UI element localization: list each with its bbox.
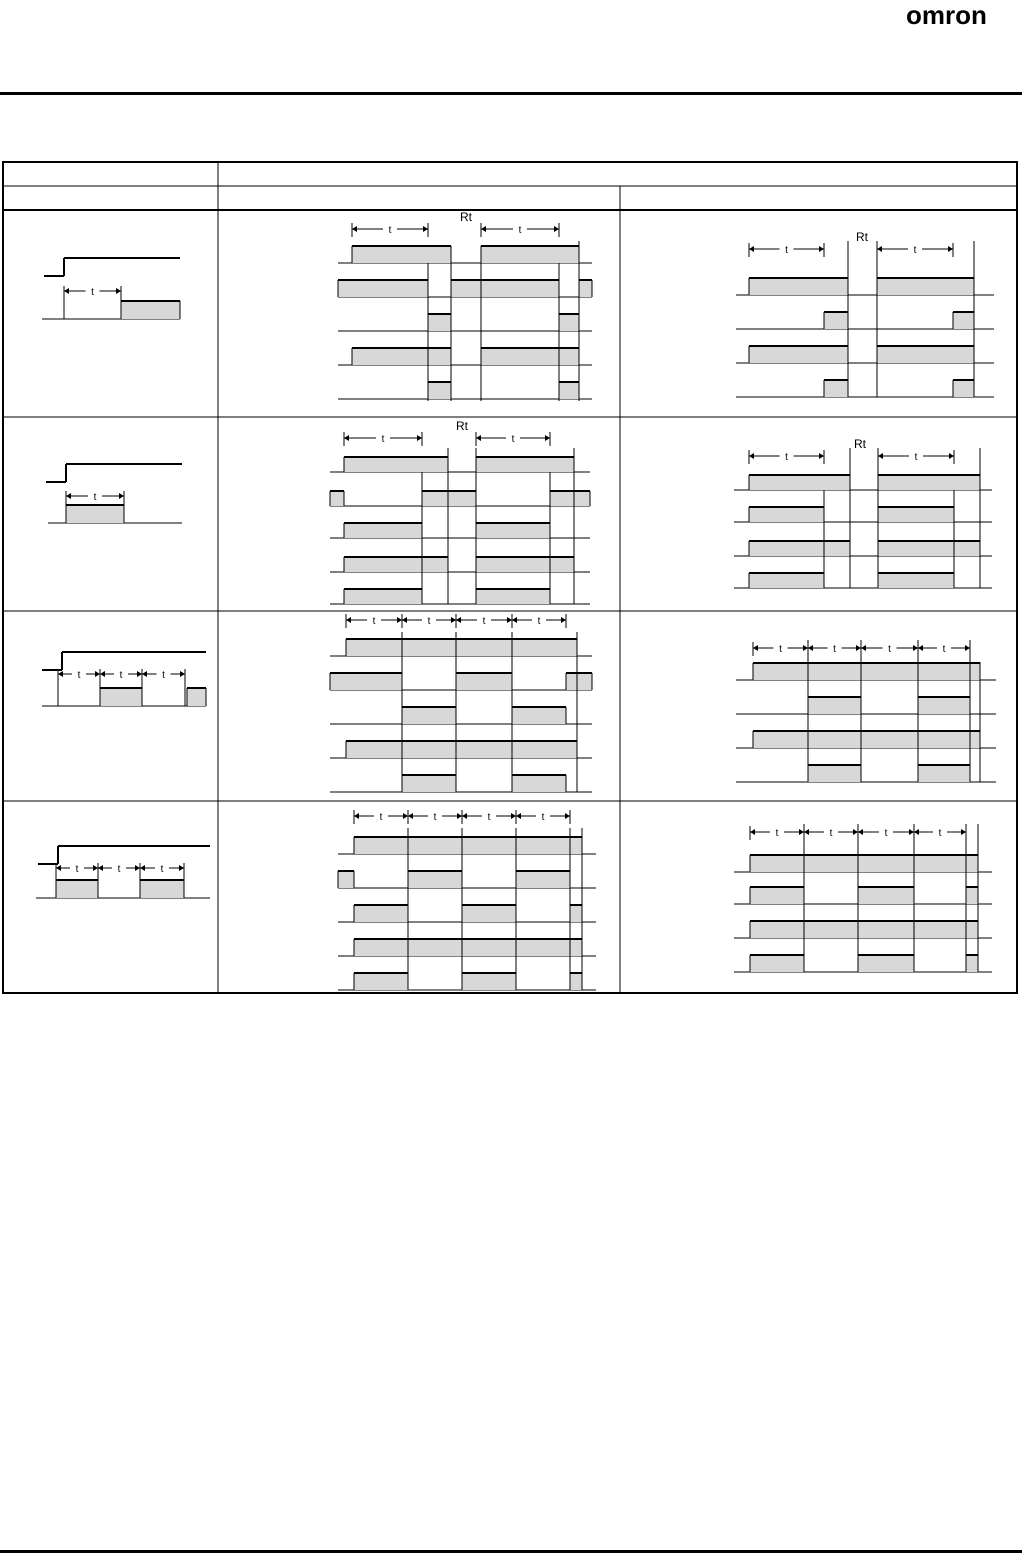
arrow-head [93, 865, 98, 871]
output-on-bar [953, 380, 974, 397]
arrow-head [64, 288, 69, 294]
arrow-head [545, 435, 550, 441]
time-label: t [779, 644, 782, 655]
output-on-bar [570, 973, 582, 990]
arrow-head [961, 829, 966, 835]
output-on-bar [966, 955, 978, 972]
arrow-head [565, 813, 570, 819]
output-on-bar [750, 921, 978, 938]
arrow-head [948, 246, 953, 252]
output-on-bar [749, 507, 824, 522]
time-label: t [117, 864, 121, 875]
time-label: Rt [856, 230, 868, 244]
timing-cell-2b [622, 418, 1018, 610]
output-on-bar [481, 246, 579, 263]
mode-diagram-3 [2, 612, 218, 800]
arrow-head [451, 617, 456, 623]
output-on-bar [512, 707, 566, 724]
output-on-bar [451, 280, 559, 297]
time-label: t [518, 225, 522, 236]
mode-cell-1 [2, 211, 218, 416]
output-on-bar [354, 939, 582, 956]
arrow-head [909, 829, 914, 835]
output-on-bar [346, 639, 577, 656]
arrow-head [918, 645, 923, 651]
arrow-head [137, 671, 142, 677]
arrow-head [417, 435, 422, 441]
timing-diagram-3a [220, 612, 620, 800]
arrow-head [856, 645, 861, 651]
output-on-bar [476, 523, 550, 538]
output-on-bar [346, 741, 577, 758]
arrow-head [561, 617, 566, 623]
omron-logo-icon [906, 2, 1016, 28]
timing-cell-4a [220, 802, 620, 992]
arrow-head [512, 617, 517, 623]
output-on-bar [559, 382, 579, 399]
arrow-head [402, 617, 407, 623]
arrow-head [861, 645, 866, 651]
output-on-bar [476, 557, 574, 572]
output-on-bar [749, 541, 850, 556]
arrow-head [142, 671, 147, 677]
output-on-bar [966, 887, 978, 904]
arrow-head [346, 617, 351, 623]
time-label: t [775, 828, 779, 839]
output-on-bar [352, 246, 451, 263]
arrow-head [456, 617, 461, 623]
time-label: t [379, 812, 383, 823]
output-on-bar [808, 765, 861, 782]
time-label: t [914, 452, 918, 463]
omron-logo-text: omron [906, 2, 987, 28]
output-on-bar [187, 688, 206, 706]
arrow-head [753, 645, 758, 651]
output-on-bar [408, 871, 462, 888]
time-label: t [433, 812, 437, 823]
output-on-bar [753, 731, 980, 748]
output-on-bar [753, 663, 980, 680]
output-on-bar [750, 955, 804, 972]
mode-cell-4 [2, 802, 218, 992]
output-on-bar [456, 673, 512, 690]
timing-cell-1b [622, 211, 1018, 416]
arrow-head [858, 829, 863, 835]
time-label: t [77, 670, 81, 681]
time-label: t [482, 616, 486, 627]
arrow-head [949, 453, 954, 459]
time-label: t [942, 644, 946, 655]
mode-diagram-2 [2, 418, 218, 610]
output-on-bar [877, 278, 974, 295]
time-label: t [938, 828, 942, 839]
output-on-bar [402, 707, 456, 724]
arrow-head [352, 226, 357, 232]
output-on-bar [953, 312, 974, 329]
time-label: t [93, 492, 97, 503]
timing-diagram-4b [622, 802, 1018, 992]
output-on-bar [428, 382, 451, 399]
output-on-bar [338, 871, 354, 888]
time-label: t [91, 287, 94, 298]
output-on-bar [550, 491, 590, 506]
time-label: t [884, 828, 888, 839]
output-on-bar [750, 855, 978, 872]
arrow-head [180, 671, 185, 677]
output-on-bar [749, 346, 848, 363]
timing-cell-1a [220, 211, 620, 416]
output-on-bar [877, 346, 974, 363]
header-rule [0, 92, 1022, 95]
arrow-head [965, 645, 970, 651]
arrow-head [476, 435, 481, 441]
output-on-bar [476, 589, 550, 604]
time-label: t [833, 644, 836, 655]
arrow-head [913, 645, 918, 651]
timing-table [2, 161, 1018, 994]
arrow-head [803, 645, 808, 651]
arrow-head [853, 829, 858, 835]
time-label: t [75, 864, 79, 875]
output-on-bar [344, 589, 422, 604]
output-on-bar [878, 541, 980, 556]
arrow-head [344, 435, 349, 441]
timing-diagram-3b [622, 612, 1018, 800]
timing-cell-3b [622, 612, 1018, 800]
mode-cell-2 [2, 418, 218, 610]
arrow-head [819, 246, 824, 252]
arrow-head [808, 645, 813, 651]
output-on-bar [808, 697, 861, 714]
mode-diagram-4 [2, 802, 218, 992]
arrow-head [116, 288, 121, 294]
output-on-bar [579, 280, 592, 297]
output-on-bar [878, 475, 980, 490]
output-on-bar [462, 973, 516, 990]
arrow-head [462, 813, 467, 819]
arrow-head [750, 829, 755, 835]
time-label: t [162, 670, 165, 681]
arrow-head [56, 865, 61, 871]
output-on-bar [344, 523, 422, 538]
arrow-head [135, 865, 140, 871]
arrow-head [423, 226, 428, 232]
arrow-head [457, 813, 462, 819]
mode-diagram-1 [2, 211, 218, 416]
arrow-head [179, 865, 184, 871]
time-label: t [388, 225, 392, 236]
time-label: t [785, 245, 788, 256]
arrow-head [507, 617, 512, 623]
output-on-bar [918, 765, 970, 782]
timing-cell-3a [220, 612, 620, 800]
arrow-head [408, 813, 413, 819]
arrow-head [554, 226, 559, 232]
output-on-bar [344, 457, 448, 472]
time-label: t [381, 434, 385, 445]
time-label: t [888, 644, 891, 655]
arrow-head [58, 671, 63, 677]
arrow-head [119, 493, 124, 499]
output-on-bar [428, 314, 451, 331]
arrow-head [749, 246, 754, 252]
output-on-bar [918, 697, 970, 714]
time-label: t [785, 452, 788, 463]
output-on-bar [858, 955, 914, 972]
arrow-head [403, 813, 408, 819]
output-on-bar [402, 775, 456, 792]
output-on-bar [512, 775, 566, 792]
output-on-bar [330, 673, 402, 690]
arrow-head [100, 671, 105, 677]
time-label: t [829, 828, 833, 839]
arrow-head [98, 865, 103, 871]
arrow-head [95, 671, 100, 677]
time-label: t [537, 616, 541, 627]
output-on-bar [330, 491, 344, 506]
output-on-bar [354, 837, 582, 854]
output-on-bar [422, 491, 476, 506]
arrow-head [819, 453, 824, 459]
arrow-head [511, 813, 516, 819]
time-label: t [913, 245, 917, 256]
output-on-bar [354, 905, 408, 922]
time-label: t [427, 616, 431, 627]
arrow-head [749, 453, 754, 459]
time-label: Rt [456, 419, 468, 433]
timing-diagram-2a [220, 418, 620, 610]
footer-rule [0, 1550, 1022, 1553]
timing-diagram-4a [220, 802, 620, 992]
output-on-bar [56, 880, 98, 898]
time-label: t [487, 812, 491, 823]
arrow-head [914, 829, 919, 835]
output-on-bar [476, 457, 574, 472]
arrow-head [516, 813, 521, 819]
output-on-bar [100, 688, 142, 706]
output-on-bar [824, 312, 848, 329]
time-label: t [119, 670, 123, 681]
output-on-bar [516, 871, 570, 888]
output-on-bar [749, 573, 824, 588]
output-on-bar [858, 887, 914, 904]
output-on-bar [824, 380, 848, 397]
output-on-bar [344, 557, 448, 572]
arrow-head [397, 617, 402, 623]
output-on-bar [121, 301, 180, 319]
output-on-bar [462, 905, 516, 922]
time-label: t [372, 616, 376, 627]
timing-diagram-1a [220, 211, 620, 416]
output-on-bar [481, 348, 579, 365]
time-label: t [160, 864, 164, 875]
timing-cell-2a [220, 418, 620, 610]
arrow-head [804, 829, 809, 835]
output-on-bar [352, 348, 451, 365]
arrow-head [877, 246, 882, 252]
time-label: t [511, 434, 515, 445]
output-on-bar [749, 278, 848, 295]
arrow-head [66, 493, 71, 499]
output-on-bar [749, 475, 850, 490]
output-on-bar [570, 905, 582, 922]
time-label: Rt [854, 437, 866, 451]
timing-cell-4b [622, 802, 1018, 992]
time-label: t [541, 812, 545, 823]
timing-diagram-1b [622, 211, 1018, 416]
mode-cell-3 [2, 612, 218, 800]
output-on-bar [140, 880, 184, 898]
arrow-head [140, 865, 145, 871]
output-on-bar [750, 887, 804, 904]
arrow-head [799, 829, 804, 835]
output-on-bar [338, 280, 428, 297]
arrow-head [354, 813, 359, 819]
output-on-bar [559, 314, 579, 331]
output-on-bar [66, 505, 124, 523]
arrow-head [481, 226, 486, 232]
output-on-bar [354, 973, 408, 990]
output-on-bar [566, 673, 592, 690]
output-on-bar [878, 573, 954, 588]
timing-diagram-2b [622, 418, 1018, 610]
output-on-bar [878, 507, 954, 522]
time-label: Rt [460, 211, 472, 224]
arrow-head [878, 453, 883, 459]
